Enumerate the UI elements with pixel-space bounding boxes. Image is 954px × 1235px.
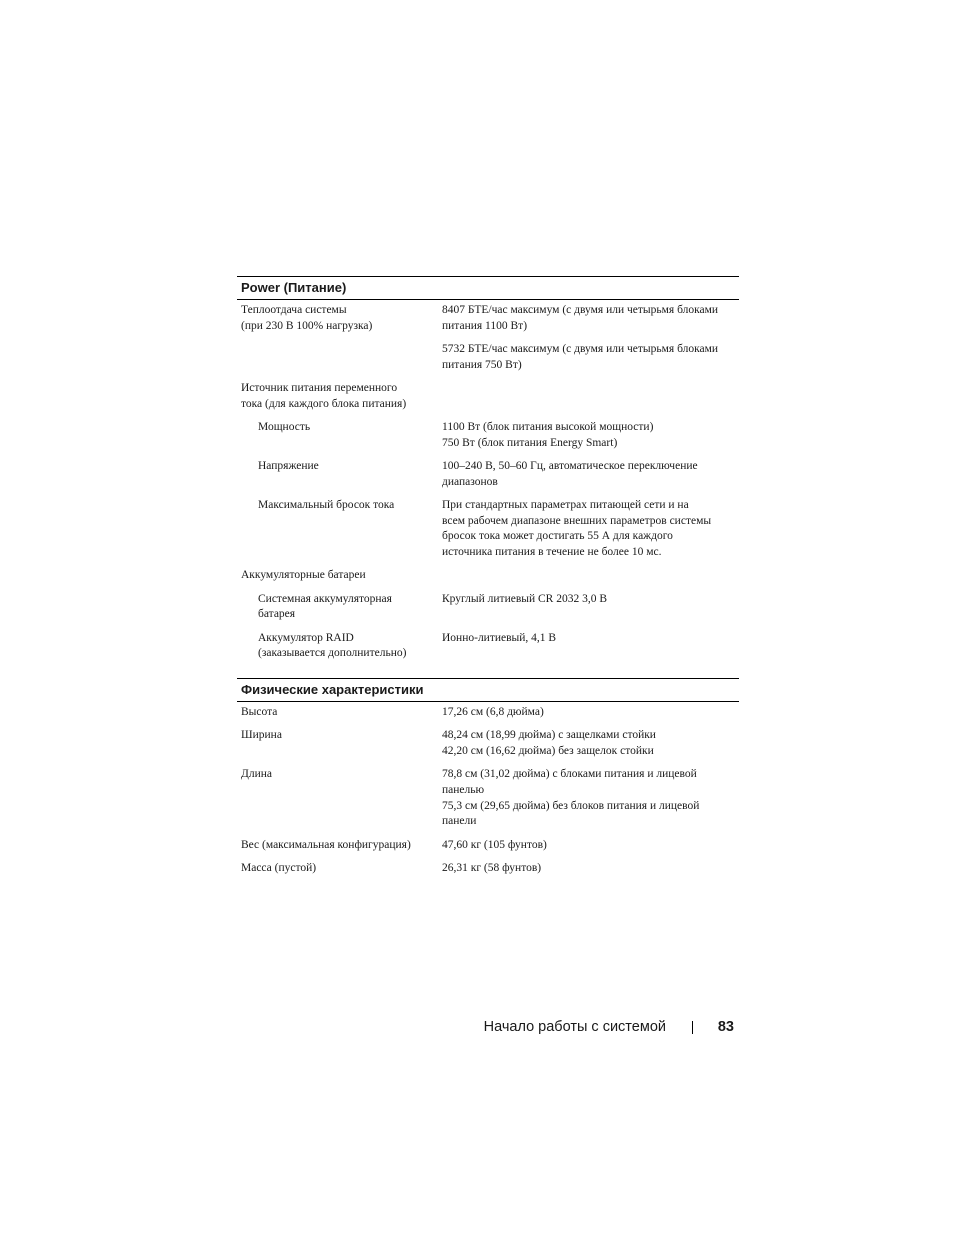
spec-label-line: Аккумулятор RAID [258,631,354,644]
spec-label [237,342,442,373]
spec-label [237,728,442,759]
spec-value [442,420,739,451]
spec-value [442,838,739,854]
spec-value [442,568,739,584]
spec-label [237,381,442,412]
spec-label [237,861,442,877]
spec-label [237,592,442,623]
spec-value [442,592,739,623]
power-spec-table [237,276,739,670]
spec-value-line: При стандартных параметрах питающей сети и на [442,499,689,511]
power-section-title: Power (Питание) [237,276,739,300]
spec-label-line: тока (для каждого блока питания) [241,397,407,410]
spec-row [237,838,739,854]
spec-value-line: 78,8 см (31,02 дюйма) с блоками питания и лицевой [442,768,697,781]
spec-label-line: (при 230 В 100% нагрузка) [241,319,373,332]
spec-value-line: 17,26 см (6,8 дюйма) [442,706,544,718]
spec-value-line: 75,3 см (29,65 дюйма) без блоков питания и лицевой [442,799,700,812]
spec-value-line: бросок тока может достигать 55 А для каждого [442,530,673,543]
spec-value-line: 1100 Вт (блок питания высокой мощности) [442,421,654,433]
spec-row [237,420,739,451]
spec-label [237,459,442,490]
spec-value-line: 100–240 В, 50–60 Гц, автоматическое переключение [442,460,698,472]
spec-label [237,631,442,662]
spec-row [237,342,739,373]
spec-value [442,728,739,759]
footer-title: Начало работы с системой [483,1019,666,1035]
spec-value [442,861,739,877]
spec-value-line: Круглый литиевый CR 2032 3,0 В [442,592,608,605]
spec-value [442,342,739,373]
spec-label-line: Вес (максимальная конфигурация) [241,838,411,851]
spec-label [237,303,442,334]
spec-row [237,381,739,412]
spec-row [237,861,739,877]
spec-value-line: 48,24 см (18,99 дюйма) с защелками стойки [442,729,656,742]
spec-value-line: 26,31 кг (58 фунтов) [442,862,542,874]
spec-label-line: Аккумуляторные батареи [241,569,366,582]
spec-row [237,631,739,662]
page-number: 83 [717,1019,734,1035]
power-rows [237,300,739,662]
physical-section-title: Физические характеристики [237,678,739,702]
spec-label [237,838,442,854]
physical-spec-table [237,678,739,884]
spec-value-line: 47,60 кг (105 фунтов) [442,838,547,851]
spec-label-line: Масса (пустой) [241,862,317,874]
spec-value [442,303,739,334]
page-footer [0,1017,954,1039]
spec-label-line: Напряжение [258,460,319,472]
spec-label-line: Мощность [258,421,311,433]
footer-divider [692,1021,693,1034]
spec-label-line: Высота [241,706,278,718]
spec-row [237,705,739,721]
spec-row [237,767,739,830]
spec-value-line: диапазонов [442,475,498,488]
spec-value-line: 8407 БТЕ/час максимум (с двумя или четырьмя блоками [442,304,719,316]
spec-row [237,303,739,334]
spec-value [442,498,739,561]
spec-label-line: Длина [241,768,272,781]
spec-value-line: 750 Вт (блок питания Energy Smart) [442,436,618,449]
spec-row [237,592,739,623]
spec-value-line: 42,20 см (16,62 дюйма) без защелок стойки [442,745,654,757]
spec-label-line: (заказывается дополнительно) [258,647,407,660]
spec-row [237,568,739,584]
spec-label-line: Системная аккумуляторная [258,592,392,605]
spec-row [237,459,739,490]
spec-value-line: Ионно-литиевый, 4,1 В [442,631,557,644]
spec-label-line: Ширина [241,729,282,742]
spec-value [442,705,739,721]
spec-label [237,767,442,830]
spec-row [237,728,739,759]
spec-value-line: 5732 БТЕ/час максимум (с двумя или четырьмя блоками [442,343,719,355]
spec-value [442,767,739,830]
spec-value [442,631,739,662]
spec-value [442,459,739,490]
spec-value-line: источника питания в течение не более 10 мс. [442,546,662,559]
spec-value-line: панели [442,815,477,828]
spec-value [442,381,739,412]
spec-label [237,420,442,451]
spec-label [237,705,442,721]
spec-label-line: Источник питания переменного [241,382,398,394]
spec-value-line: всем рабочем диапазоне внешних параметров системы [442,514,712,527]
spec-label-line: Максимальный бросок тока [258,499,395,511]
spec-label [237,498,442,561]
spec-value-line: питания 1100 Вт) [442,319,528,332]
spec-label-line: батарея [258,608,296,621]
spec-row [237,498,739,561]
spec-label-line: Теплоотдача системы [241,304,347,316]
spec-label [237,568,442,584]
physical-rows [237,702,739,877]
spec-value-line: панелью [442,784,485,796]
spec-value-line: питания 750 Вт) [442,358,522,371]
